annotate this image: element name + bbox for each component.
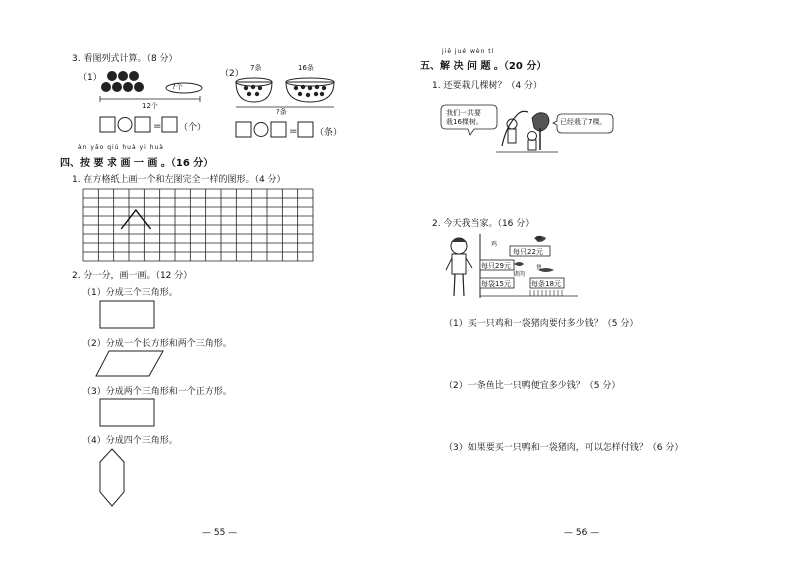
section5-pinyin: jiě jué wèn tí — [442, 48, 495, 55]
bubble-right-text: 已经栽了7棵。 — [560, 118, 607, 126]
section4-q2: 2. 分一分，画一画。（12 分） — [72, 271, 193, 281]
q3-sub1-question: ?个 — [172, 83, 183, 91]
q3-sub1-label: （1） — [78, 73, 102, 83]
q3-sub2-right-count: 16条 — [298, 64, 314, 72]
r-q1-title: 1. 还要栽几棵树？（4 分） — [432, 81, 543, 91]
r-q2-item-3: （3）如果要买一只鸭和一袋猪肉，可以怎样付钱？（6 分） — [444, 443, 684, 453]
tree-planting-illustration — [496, 106, 558, 158]
q3-sub1-answer-boxes — [99, 116, 179, 134]
boy-illustration — [444, 234, 474, 300]
sign-pork-price: 每袋15元 — [481, 280, 511, 288]
section4-item-4: （4）分成四个三角形。 — [82, 436, 178, 446]
section4-title: 四、按 要 求 画 一 画 。（16 分） — [60, 158, 214, 169]
sign-fish-price: 每条18元 — [531, 280, 561, 288]
r-q2-item-1: （1）买一只鸡和一袋猪肉要付多少钱？（5 分） — [444, 319, 639, 329]
rectangle-shape-2 — [99, 398, 155, 428]
bubble-left-line1: 我们一共要 — [446, 109, 481, 117]
q3-sub1-unit: （个） — [179, 123, 207, 133]
sign-fish: 鱼 — [536, 264, 543, 271]
q3-sub2-unit: （条） — [315, 128, 343, 138]
grid-paper — [82, 188, 314, 262]
q3-sub2-label: （2） — [220, 69, 244, 79]
q3-sub1-total: 12个 — [142, 102, 158, 110]
sign-chicken: 鸡 — [491, 241, 498, 248]
bubble-left-line2: 栽16棵树。 — [446, 118, 483, 126]
r-q2-title: 2. 今天我当家。（16 分） — [432, 219, 535, 229]
section4-pinyin: àn yāo qiú huà yi huà — [78, 144, 164, 151]
fish-bowls-illustration — [232, 72, 336, 112]
q3-sub2-question: ?条 — [276, 108, 287, 116]
q3-sub2-answer-boxes — [235, 121, 315, 139]
reference-shape — [121, 210, 150, 229]
svg-text:=: = — [289, 126, 298, 137]
rectangle-shape — [99, 300, 155, 330]
page-number-left: — 55 — — [202, 528, 238, 538]
q3-title: 3. 看图列式计算。（8 分） — [72, 54, 178, 64]
section4-q1: 1. 在方格纸上画一个和左图完全一样的图形。（4 分） — [72, 175, 286, 185]
parallelogram-shape — [95, 350, 165, 378]
section5-title: 五、解 决 问 题 。（20 分） — [420, 61, 547, 72]
q3-sub2-left-count: 7条 — [250, 64, 262, 72]
sign-pork: 猪肉 — [513, 271, 526, 278]
section4-item-3: （3）分成两个三角形和一个正方形。 — [82, 387, 232, 397]
section4-item-2: （2）分成一个长方形和两个三角形。 — [82, 339, 232, 349]
sign-duck: 鸭 — [536, 236, 543, 243]
sign-chicken-price: 每只29元 — [481, 262, 511, 270]
hexagon-shape — [99, 448, 127, 508]
svg-text:=: = — [153, 121, 162, 132]
page-number-right: — 56 — — [564, 528, 600, 538]
section4-item-1: （1）分成三个三角形。 — [82, 288, 178, 298]
sign-duck-price: 每只22元 — [513, 248, 543, 256]
r-q2-item-2: （2）一条鱼比一只鸭便宜多少钱？（5 分） — [444, 381, 621, 391]
